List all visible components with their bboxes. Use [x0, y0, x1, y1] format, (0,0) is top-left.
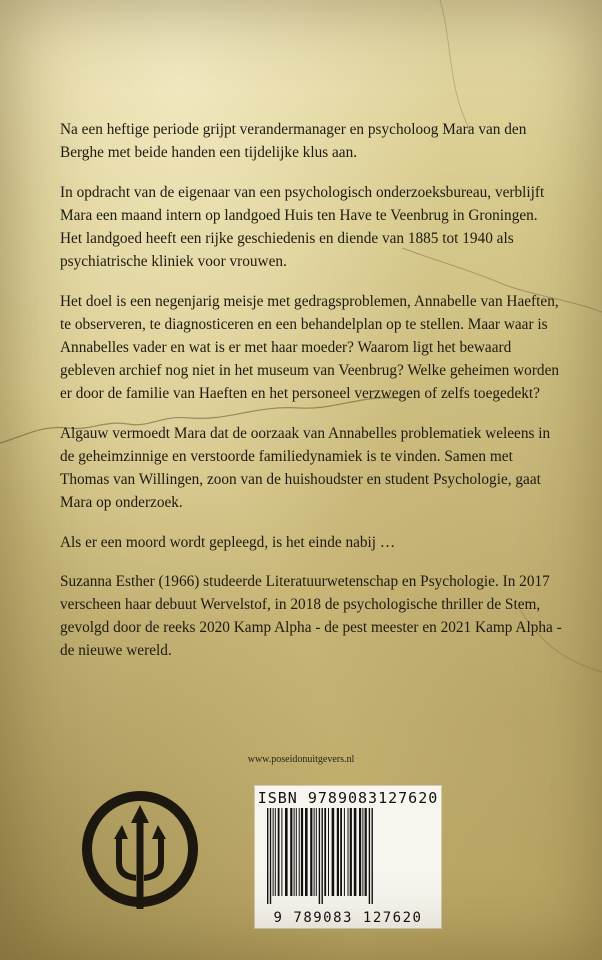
barcode-bar — [322, 808, 323, 904]
barcode-bar — [324, 808, 326, 896]
barcode-bar — [344, 808, 345, 896]
barcode-bar — [372, 808, 373, 904]
barcode-bar — [365, 808, 367, 896]
setting-paragraph: In opdracht van de eigenaar van een psychologisch onderzoeksbureau, verblijft Mara een maand intern op landgoed Huis ten Have te Veenbrug in Groningen. Het landgoed heeft een rijke geschiedenis en diende van 1885 tot 1940 als psychiatrische kliniek voor vrouwen. — [60, 184, 545, 270]
barcode-bar — [290, 808, 292, 896]
barcode-bar — [305, 808, 308, 896]
barcode-bar — [337, 808, 339, 896]
barcode-bar — [354, 808, 357, 896]
barcode-bar — [301, 808, 303, 896]
barcode-bar — [319, 808, 320, 904]
barcode-bar — [278, 808, 280, 896]
barcode-bar — [273, 808, 274, 896]
barcode-bar — [348, 808, 349, 896]
barcode-bar — [316, 808, 317, 896]
isbn-digits: 9 789083 127620 — [273, 910, 423, 926]
barcode-bar — [369, 808, 370, 904]
barcode-bar — [270, 808, 271, 904]
barcode-bar — [362, 808, 363, 896]
barcode-bars — [265, 808, 431, 904]
publisher-url: www.poseidonuitgevers.nl — [247, 754, 355, 765]
barcode-bar — [328, 808, 329, 896]
barcode-bar — [340, 808, 342, 896]
barcode-bar — [359, 808, 361, 896]
trident-icon — [80, 789, 200, 909]
barcode-bar — [296, 808, 297, 896]
barcode-bar — [314, 808, 315, 896]
barcode-bar — [332, 808, 335, 896]
investigation-paragraph: Algauw vermoedt Mara dat de oorzaak van Annabelles problematiek weleens in de geheimzinnige en verstoorde familiedynamiek is te vinden. Samen met Thomas van Willingen, zoon van de huishoudster en student Psychologie, gaat Mara op onderzoek. — [60, 425, 551, 511]
barcode-bar — [275, 808, 276, 896]
barcode-bar — [299, 808, 300, 896]
intro-paragraph: Na een heftige periode grijpt verandermanager en psycholoog Mara van den Berghe met beide handen een tijdelijke klus aan. — [60, 121, 527, 161]
barcode-bar — [281, 808, 282, 896]
plot-paragraph: Het doel is een negenjarig meisje met gedragsproblemen, Annabelle van Haeften, te observeren, te diagnosticeren en een behandelplan op te stellen. Maar waar is Annabelles vader en wat is er met haar moeder? Waarom ligt het bewaard gebleven archief nog niet in het museum van Veenbrug? Welke geheimen worden er door de familie van Haeften en het personeel verzwegen of zelfs toegedekt? — [60, 293, 560, 402]
barcode-bar — [310, 808, 312, 896]
barcode-bar — [267, 808, 268, 904]
author-bio-paragraph: Suzanna Esther (1966) studeerde Literatuurwetenschap en Psychologie. In 2017 verscheen haar debuut Wervelstof, in 2018 de psychologische thriller de Stem, gevolgd door de reeks 2020 Kamp Alpha - de pest meester en 2021 Kamp Alpha - de nieuwe wereld. — [60, 573, 562, 659]
barcode-bar — [350, 808, 352, 896]
barcode-bar — [285, 808, 288, 896]
teaser-line: Als er een moord wordt gepleegd, is het einde nabij … — [60, 534, 396, 551]
isbn-label: ISBN 9789083127620 — [257, 789, 439, 807]
barcode-bar — [294, 808, 295, 896]
isbn-barcode — [254, 785, 442, 929]
